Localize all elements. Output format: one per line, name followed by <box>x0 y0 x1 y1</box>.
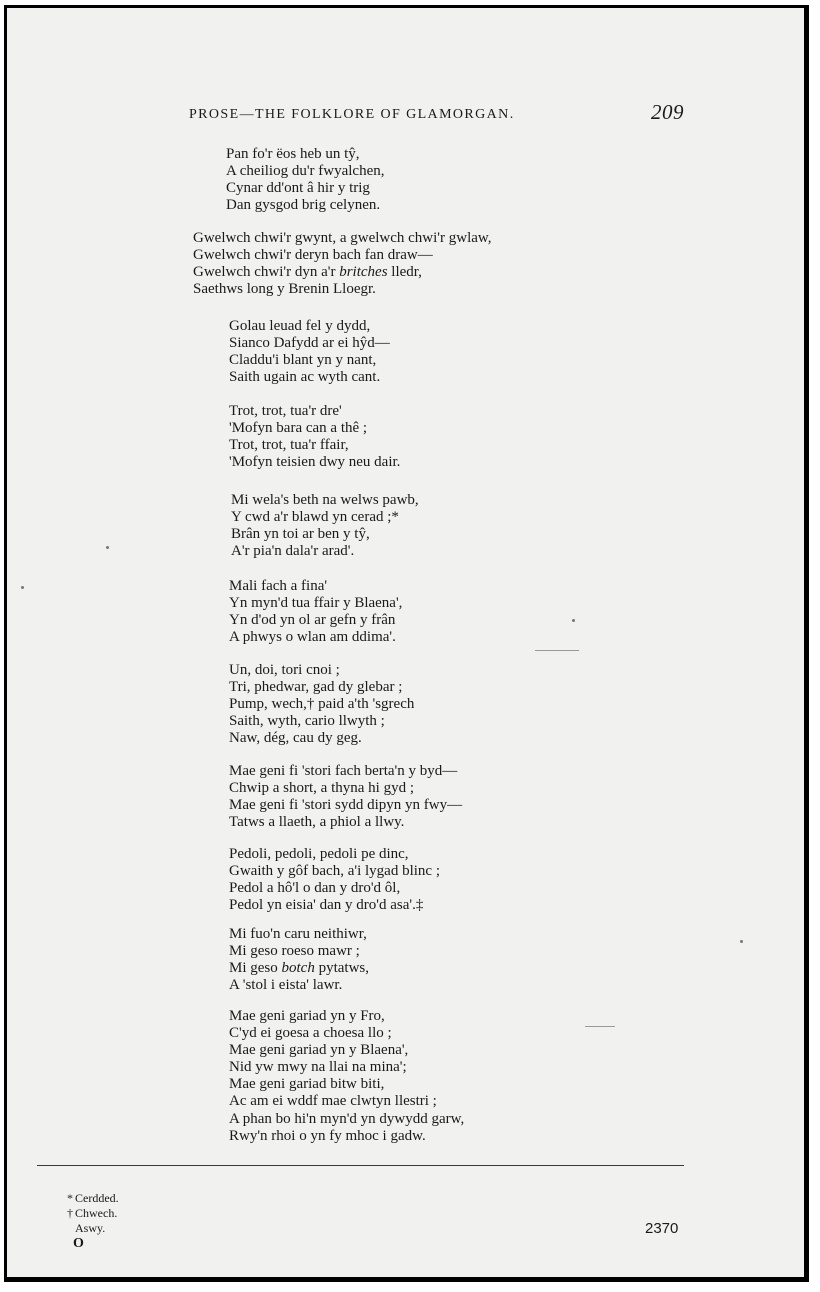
verse-line: Gwaith y gôf bach, a'i lygad blinc ; <box>229 863 440 880</box>
verse-line: Rwy'n rhoi o yn fy mhoc i gadw. <box>229 1127 426 1144</box>
stanza-2 <box>193 230 492 298</box>
verse-line: Chwip a short, a thyna hi gyd ; <box>229 780 414 797</box>
scan-speck <box>21 586 24 589</box>
verse-line: A'r pia'n dala'r arad'. <box>231 543 355 560</box>
verse-line: Tatws a llaeth, a phiol a llwy. <box>229 814 405 831</box>
verse-line: Trot, trot, tua'r dre' <box>229 403 342 419</box>
verse-line: Mi wela's beth na welws pawb, <box>231 492 419 508</box>
verse-line: Tri, phedwar, gad dy glebar ; <box>229 679 403 696</box>
stanza-9 <box>229 846 440 914</box>
stanza-8 <box>229 763 462 831</box>
verse-line: Gwelwch chwi'r deryn bach fan draw— <box>193 247 433 264</box>
page-number: 209 <box>651 100 684 124</box>
verse-line: Pedoli, pedoli, pedoli pe dinc, <box>229 846 409 862</box>
footnote <box>59 1221 119 1236</box>
verse-line: A 'stol i eista' lawr. <box>229 977 343 994</box>
verse-line: Mae geni gariad yn y Blaena', <box>229 1042 409 1059</box>
page-stamp: 2370 <box>645 1220 679 1237</box>
verse-line: A phwys o wlan am ddima'. <box>229 629 396 646</box>
verse-line: Brân yn toi ar ben y tŷ, <box>231 526 370 543</box>
verse-line: 'Mofyn teisien dwy neu dair. <box>229 454 401 471</box>
verse-line: Gwelwch chwi'r gwynt, a gwelwch chwi'r gwlaw, <box>193 230 492 246</box>
stanza-3 <box>229 318 390 386</box>
verse-line: Dan gysgod brig celynen. <box>226 197 381 214</box>
verse-line: Pedol yn eisia' dan y dro'd asa'.‡ <box>229 897 424 914</box>
verse-line: Mi fuo'n caru neithiwr, <box>229 926 367 942</box>
verse-line: A cheiliog du'r fwyalchen, <box>226 163 385 180</box>
verse-line: Gwelwch chwi'r dyn a'r britches lledr, <box>193 264 422 281</box>
verse-line: Mae geni gariad yn y Fro, <box>229 1008 385 1024</box>
footnote-divider <box>37 1165 684 1166</box>
scan-speck <box>572 619 575 622</box>
footnote-o: O <box>73 1236 84 1251</box>
italic-word: britches <box>339 264 388 281</box>
footnote-text: Cerdded. <box>75 1191 119 1205</box>
verse-line: A phan bo hi'n myn'd yn dywydd garw, <box>229 1110 465 1127</box>
scan-speck <box>106 546 109 549</box>
footnote-mark: * <box>67 1191 73 1205</box>
stanza-7 <box>229 662 414 747</box>
verse-line: Mi geso roeso mawr ; <box>229 943 360 960</box>
verse-line: Mae geni fi 'stori fach berta'n y byd— <box>229 763 458 779</box>
verse-line: Saith ugain ac wyth cant. <box>229 369 381 386</box>
verse-line: Saith, wyth, cario llwyth ; <box>229 713 385 730</box>
footnote-mark: † <box>67 1206 73 1220</box>
page-frame <box>4 5 809 1282</box>
stanza-1 <box>226 146 385 214</box>
footnote-text: Chwech. <box>75 1206 118 1220</box>
verse-line: 'Mofyn bara can a thê ; <box>229 420 368 437</box>
verse-line: Nid yw mwy na llai na mina'; <box>229 1059 407 1076</box>
footnote-text: Aswy. <box>75 1221 106 1235</box>
stanza-11 <box>229 1008 464 1145</box>
footnotes <box>59 1191 119 1251</box>
verse-line: Trot, trot, tua'r ffair, <box>229 437 349 454</box>
verse-line: Golau leuad fel y dydd, <box>229 318 371 334</box>
verse-line: Naw, dég, cau dy geg. <box>229 730 362 747</box>
verse-line: Ac am ei wddf mae clwtyn llestri ; <box>229 1093 437 1110</box>
verse-line: Claddu'i blant yn y nant, <box>229 352 377 369</box>
stanza-6 <box>229 578 402 646</box>
stanza-10 <box>229 926 369 994</box>
running-title: PROSE—THE FOLKLORE OF GLAMORGAN. <box>189 107 515 122</box>
italic-word: botch <box>281 960 315 977</box>
verse-line: Mi geso botch pytatws, <box>229 960 369 977</box>
verse-line: Mali fach a fina' <box>229 578 328 594</box>
verse-line: Pan fo'r ëos heb un tŷ, <box>226 146 360 162</box>
verse-line: Mae geni fi 'stori sydd dipyn yn fwy— <box>229 797 463 814</box>
stanza-4 <box>229 403 400 471</box>
stanza-5 <box>231 492 419 560</box>
verse-line: Sianco Dafydd ar ei hŷd— <box>229 335 390 352</box>
verse-line: Yn d'od yn ol ar gefn y frân <box>229 612 396 629</box>
verse-line: C'yd ei goesa a choesa llo ; <box>229 1025 392 1042</box>
scan-speck <box>740 940 743 943</box>
verse-line: Pedol a hô'l o dan y dro'd ôl, <box>229 880 401 897</box>
verse-line: Y cwd a'r blawd yn cerad ;* <box>231 509 399 526</box>
scan-mark <box>585 1026 615 1027</box>
footnote <box>59 1206 119 1221</box>
verse-line: Mae geni gariad bitw biti, <box>229 1076 385 1093</box>
verse-line: Un, doi, tori cnoi ; <box>229 662 340 678</box>
verse-line: Pump, wech,† paid a'th 'sgrech <box>229 696 415 713</box>
verse-line: Yn myn'd tua ffair y Blaena', <box>229 595 403 612</box>
footnote <box>59 1191 119 1206</box>
scan-mark <box>535 650 579 651</box>
verse-line: Saethws long y Brenin Lloegr. <box>193 281 376 298</box>
verse-line: Cynar dd'ont â hir y trig <box>226 180 370 197</box>
